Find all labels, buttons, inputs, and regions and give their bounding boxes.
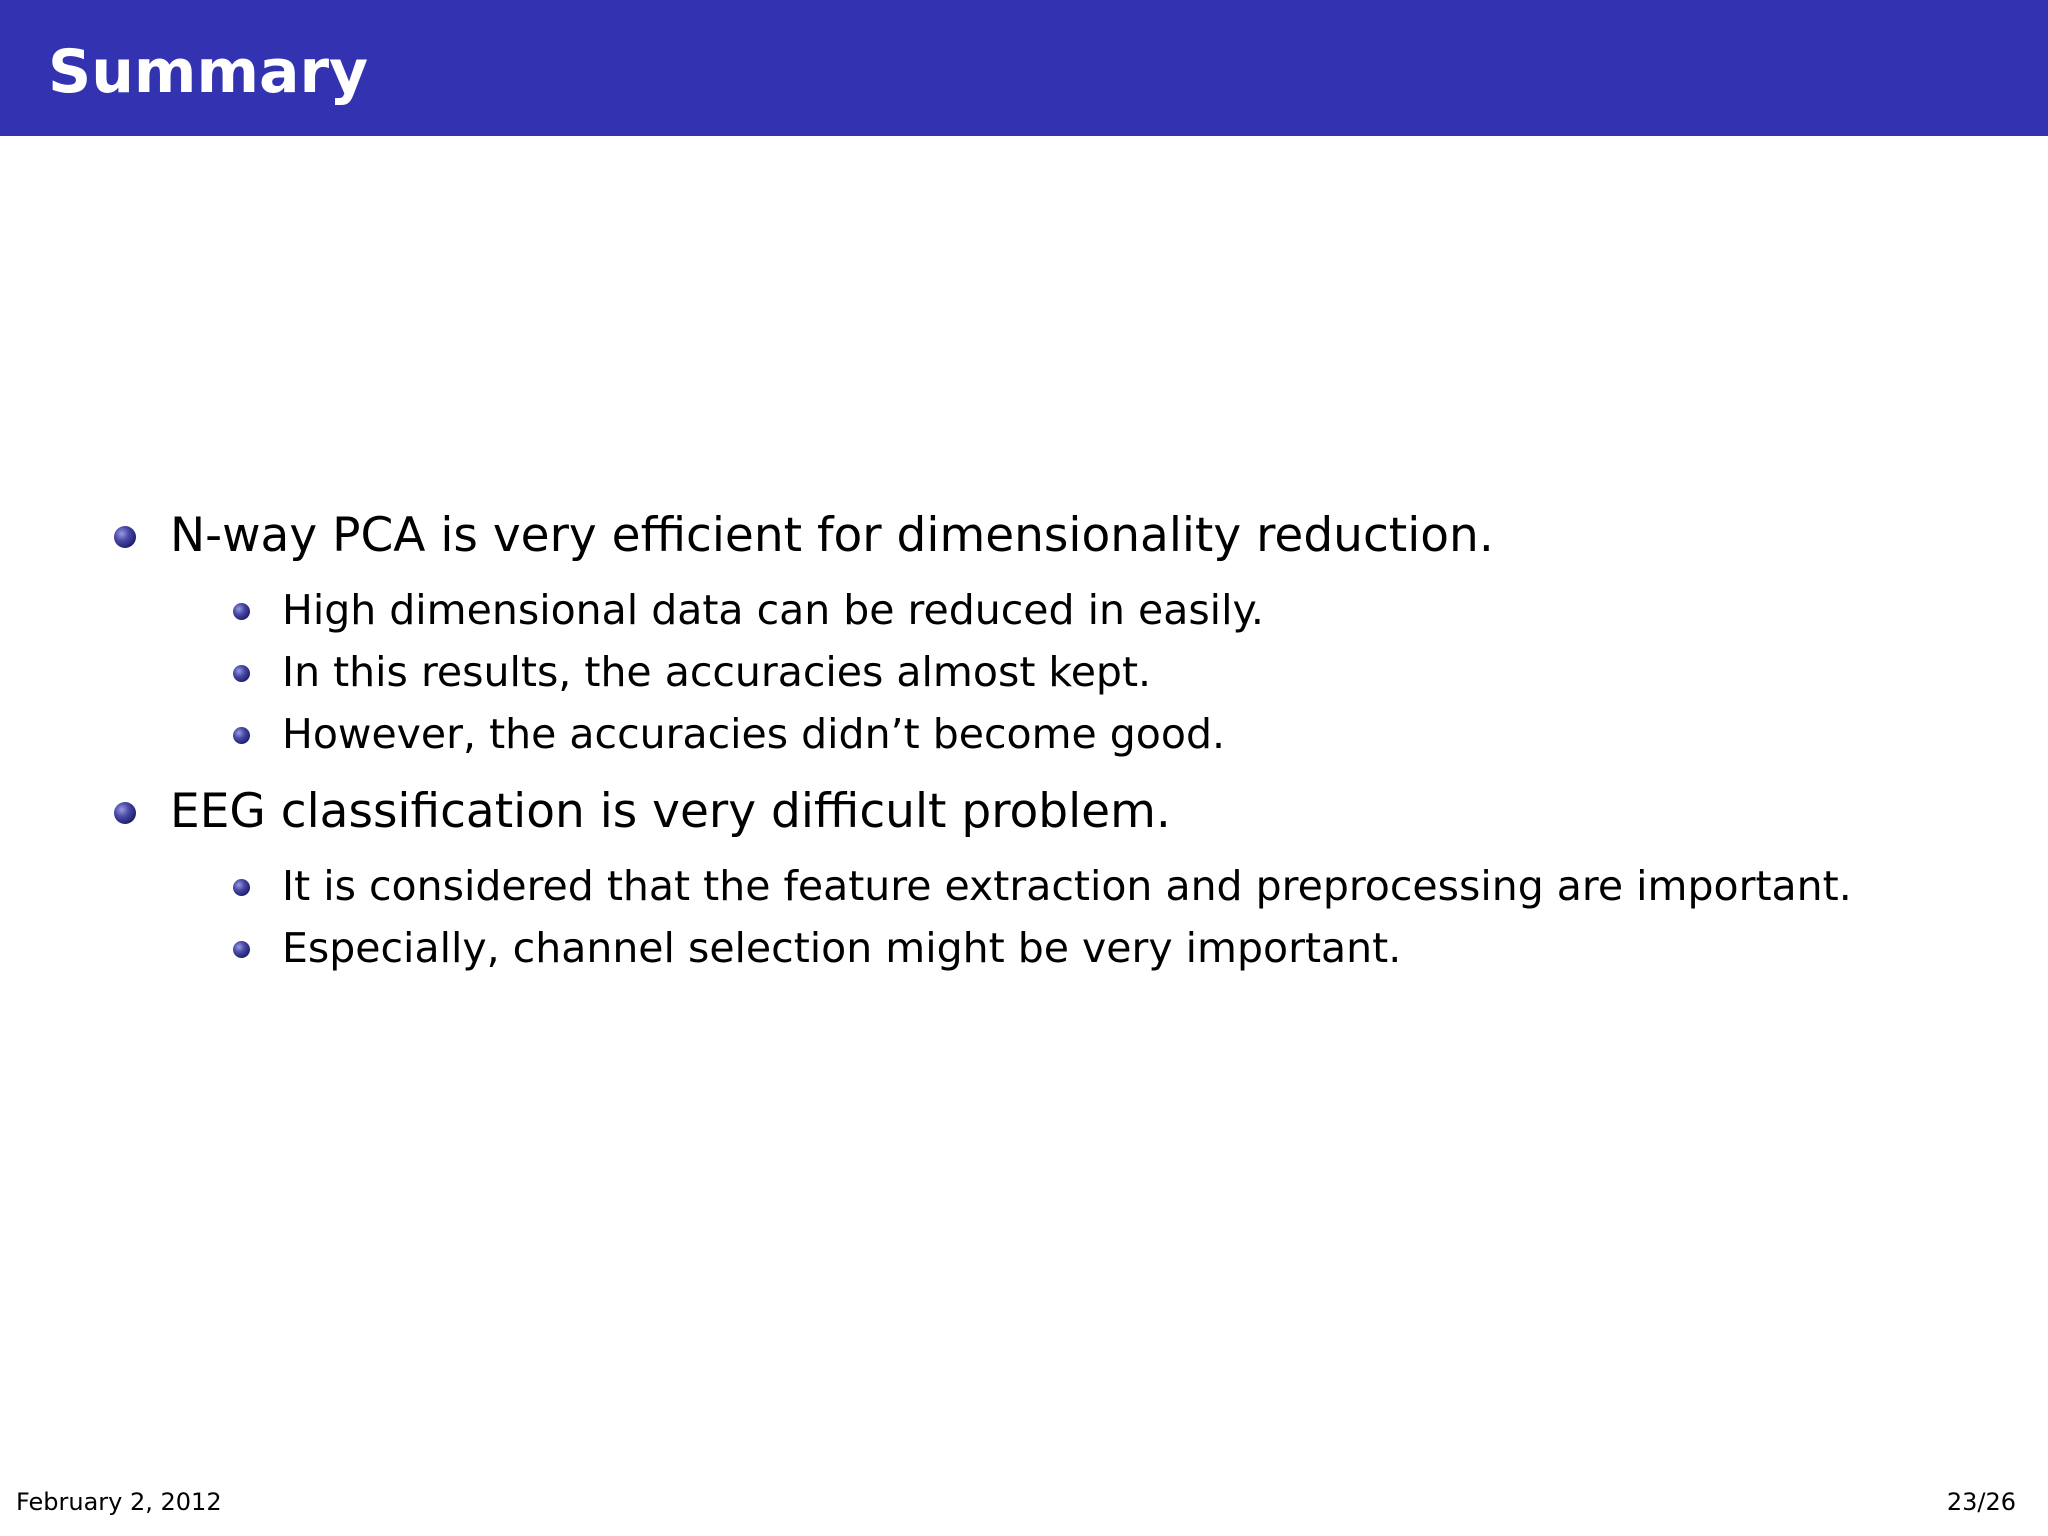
sub-bullet-text: Especially, channel selection might be very important. bbox=[282, 924, 1402, 972]
sub-bullet-text: However, the accuracies didn’t become good. bbox=[282, 710, 1226, 758]
sub-bullet-text: It is considered that the feature extraction and preprocessing are important. bbox=[282, 862, 1852, 910]
bullet-text: N-way PCA is very efficient for dimensionality reduction. bbox=[170, 508, 1494, 563]
bullet-icon bbox=[114, 802, 136, 824]
bullet-icon bbox=[114, 526, 136, 548]
bullet-icon bbox=[233, 941, 250, 958]
slide-title: Summary bbox=[48, 37, 369, 107]
bullet-icon bbox=[233, 879, 250, 896]
bullet-icon bbox=[233, 727, 250, 744]
sub-bullet-text: In this results, the accuracies almost kept. bbox=[282, 648, 1152, 696]
footer-date: February 2, 2012 bbox=[16, 1488, 222, 1516]
sub-bullet-text: High dimensional data can be reduced in easily. bbox=[282, 586, 1264, 634]
page-number: 23/26 bbox=[1946, 1488, 2016, 1516]
bullet-icon bbox=[233, 665, 250, 682]
bullet-icon bbox=[233, 603, 250, 620]
bullet-text: EEG classification is very difficult problem. bbox=[170, 784, 1171, 839]
